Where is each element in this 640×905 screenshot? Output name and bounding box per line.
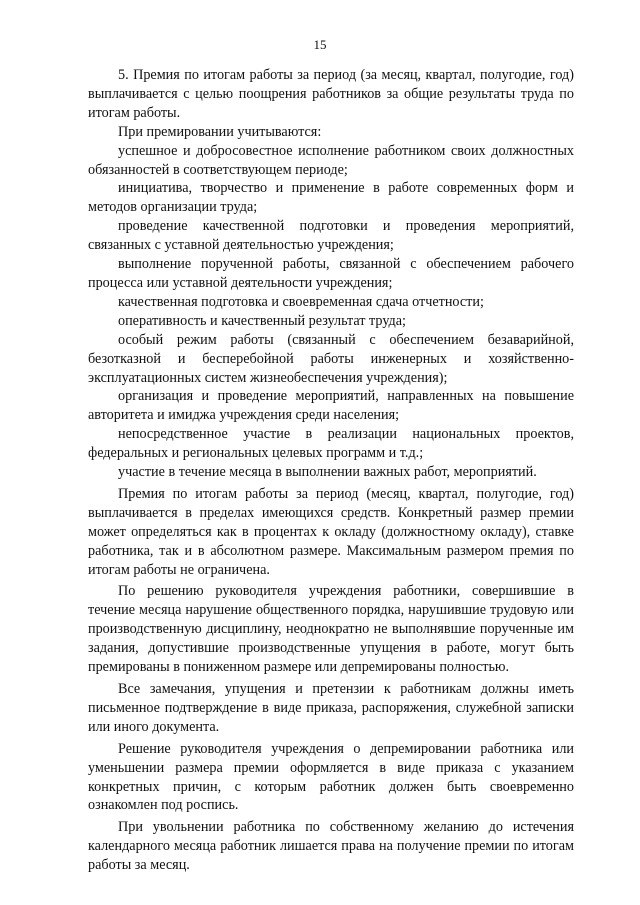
criteria-item: качественная подготовка и своевременная сдача отчетности;: [118, 293, 484, 310]
paragraph-reduced-bonus: По решению руководителя учреждения работники, совершившие в течение месяца нарушение общественного порядка, нарушившие трудовую или производственную дисциплину, неоднократно не выполнявшие порученные им задания, допустившие производственные упущения в работе, могут быть премированы в пониженном размере или депремированы полностью.: [88, 583, 574, 676]
criteria-item: особый режим работы (связанный с обеспечением безаварийной, безотказной и бесперебойной работы инженерных и хозяйственно-эксплуатационных систем жизнеобеспечения учреждения);: [88, 331, 574, 386]
paragraph-bonus-amount: Премия по итогам работы за период (месяц, квартал, полугодие, год) выплачивается в пределах имеющихся средств. Конкретный размер премии может определяться как в процентах к окладу (должностному окладу), ставке работника, так и в абсолютном размере. Максимальным размером премия по итогам работы не ограничена.: [88, 485, 574, 578]
paragraph-criteria-intro: При премировании учитываются:: [118, 123, 322, 140]
criteria-item: оперативность и качественный результат труда;: [118, 312, 406, 329]
criteria-item: участие в течение месяца в выполнении важных работ, мероприятий.: [118, 464, 537, 481]
paragraph-dismissal: При увольнении работника по собственному желанию до истечения календарного месяца работник лишается права на получение премии по итогам работы за месяц.: [88, 819, 574, 874]
document-body: [88, 66, 574, 875]
paragraph-written-confirmation: Все замечания, упущения и претензии к работникам должны иметь письменное подтверждение в виде приказа, распоряжения, служебной записки или иного документа.: [88, 681, 574, 735]
criteria-item: организация и проведение мероприятий, направленных на повышение авторитета и имиджа учреждения среди населения;: [88, 388, 574, 424]
criteria-item: успешное и добросовестное исполнение работником своих должностных обязанностей в соответствующем периоде;: [88, 142, 574, 178]
criteria-item: проведение качественной подготовки и проведения мероприятий, связанных с уставной деятельностью учреждения;: [88, 218, 574, 254]
criteria-item: инициатива, творчество и применение в работе современных форм и методов организации труда;: [88, 180, 574, 216]
criteria-item: непосредственное участие в реализации национальных проектов, федеральных и региональных целевых программ и т.д.;: [88, 426, 574, 462]
page-number: 15: [313, 37, 327, 52]
paragraph-deprivation-order: Решение руководителя учреждения о депремировании работника или уменьшении размера премии оформляется в виде приказа с указанием конкретных причин, с которым работник должен быть своевременно ознакомлен под роспись.: [88, 740, 574, 814]
paragraph-bonus-purpose: 5. Премия по итогам работы за период (за месяц, квартал, полугодие, год) выплачивается с целью поощрения работников за общие результаты труда по итогам работы.: [88, 67, 574, 121]
criteria-item: выполнение порученной работы, связанной с обеспечением рабочего процесса или уставной деятельности учреждения;: [88, 256, 574, 291]
